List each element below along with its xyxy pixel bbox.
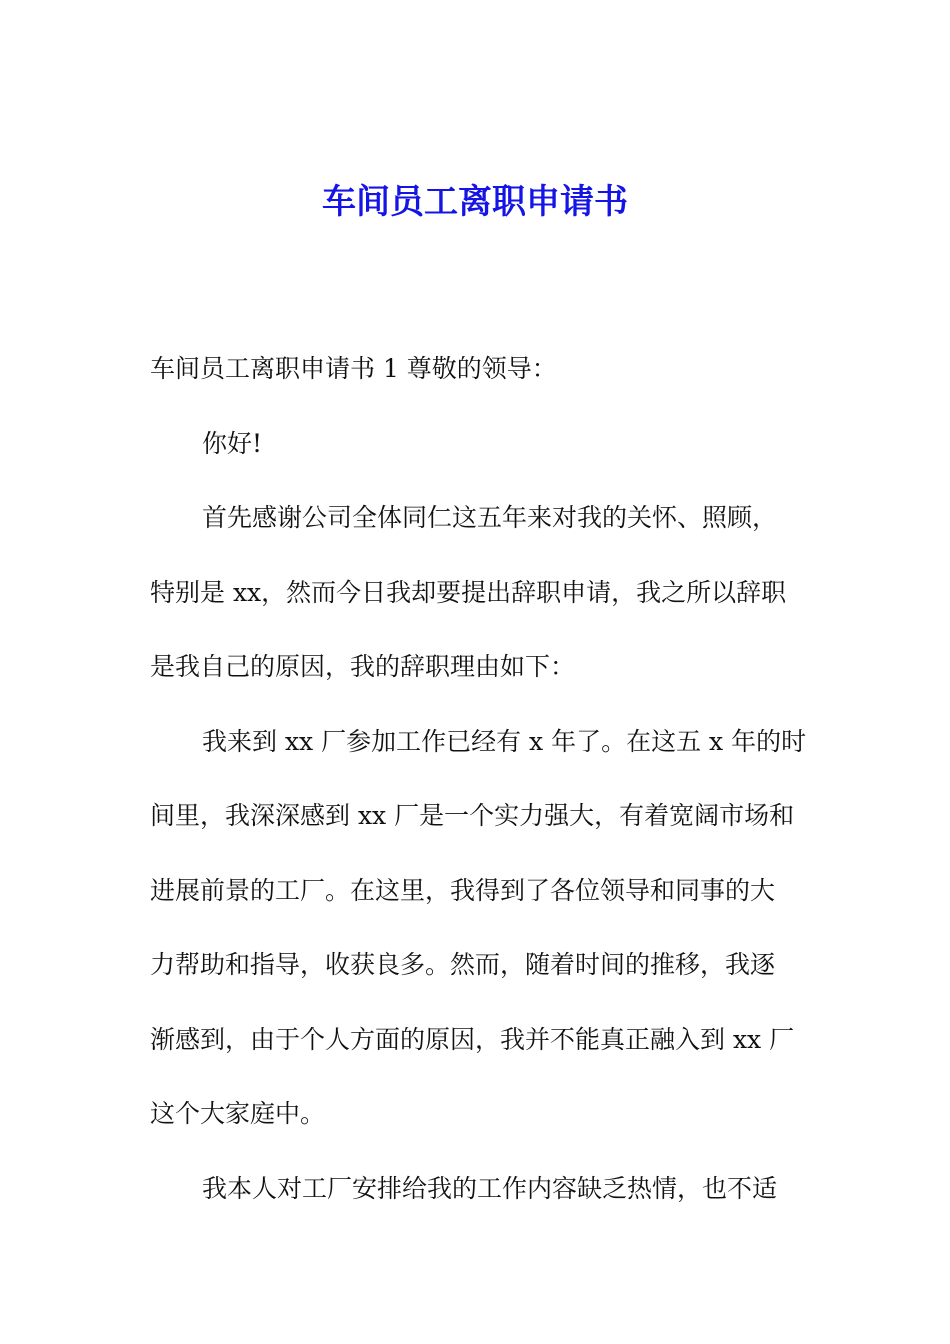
paragraph-1-line-2: 特别是 xx，然而今日我却要提出辞职申请，我之所以辞职 xyxy=(150,577,787,607)
paragraph-2-line-1: 我来到 xx 厂参加工作已经有 x 年了。在这五 x 年的时 xyxy=(202,726,807,756)
paragraph-1-line-1: 首先感谢公司全体同仁这五年来对我的关怀、照顾， xyxy=(202,503,778,532)
paragraph-2-line-5: 渐感到，由于个人方面的原因，我并不能真正融入到 xx 厂 xyxy=(150,1024,795,1054)
paragraph-2-line-2: 间里，我深深感到 xx 厂是一个实力强大，有着宽阔市场和 xyxy=(150,801,795,830)
greeting-line: 你好! xyxy=(202,428,263,458)
paragraph-2-line-3: 进展前景的工厂。在这里，我得到了各位领导和同事的大 xyxy=(150,875,776,905)
document-title: 车间员工离职申请书 xyxy=(322,182,628,222)
paragraph-2-line-6: 这个大家庭中。 xyxy=(150,1099,326,1128)
document-body xyxy=(150,332,807,1226)
paragraph-2-line-4: 力帮助和指导，收获良多。然而，随着时间的推移，我逐 xyxy=(150,950,776,979)
paragraph-1-line-3: 是我自己的原因，我的辞职理由如下： xyxy=(150,652,576,681)
paragraph-3-line-1: 我本人对工厂安排给我的工作内容缺乏热情，也不适 xyxy=(202,1173,778,1203)
salutation-line: 车间员工离职申请书 1 尊敬的领导： xyxy=(150,354,557,383)
